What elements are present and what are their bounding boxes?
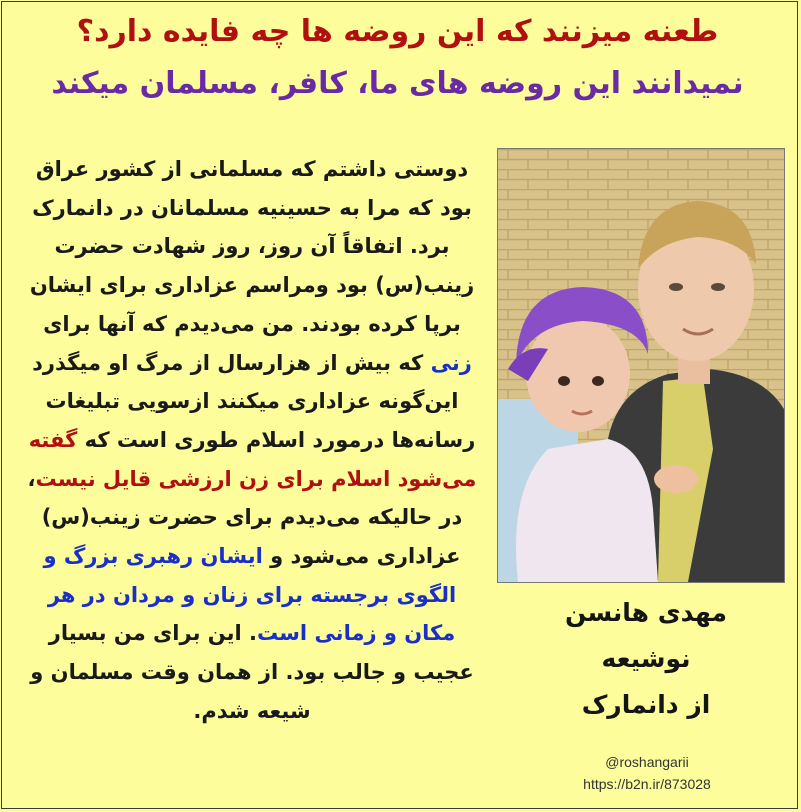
story-part-4: . این برای من بسیار عجیب و جالب بود. از همان وقت مسلمان و شیعه شدم. (30, 621, 474, 723)
headline-line-1: طعنه میزنند که این روضه ها چه فایده دارد؟ (76, 14, 719, 49)
short-link[interactable]: https://b2n.ir/873028 (583, 776, 711, 792)
highlight-blue-phrase: ایشان رهبری بزرگ و الگوی برجسته برای زنان و مردان در هر مکان و زمانی است (43, 544, 457, 646)
highlight-woman: زنی (430, 350, 472, 375)
person-caption (556, 590, 736, 728)
highlight-red-phrase: گفته می‌شود اسلام برای زن ارزشی قایل نیست (28, 427, 477, 491)
story-part-1: دوستی داشتم که مسلمانی از کشور عراق بود که مرا به حسینیه مسلمانان در دانمارک برد. اتفاقاً آن روز، روز شهادت حضرت زینب(س) بود ومراسم عزاداری برای ایشان برپا کرده بودند. من می‌دیدم که آنها برای (29, 157, 475, 336)
person-name: مهدی هانسن (564, 598, 728, 627)
story-part-2: که بیش از هزارسال از مرگ او میگذرد این‌گونه عزاداری میکنند ازسویی تبلیغات رسانه‌ها درمورد اسلام طوری است که (32, 350, 476, 452)
person-role: نوشیعه (601, 644, 691, 673)
story-text (22, 150, 482, 731)
photo-illustration (498, 149, 784, 582)
social-handle: @roshangarii (605, 754, 689, 770)
footer (557, 751, 737, 795)
headline-line-2: نمیدانند این روضه های ما، کافر، مسلمان میکند (51, 66, 744, 101)
person-origin: از دانمارک (581, 690, 711, 719)
story-part-3: ، در حالیکه می‌دیدم برای حضرت زینب(س) عزاداری می‌شود و (27, 466, 463, 569)
photo-man-with-child (497, 148, 785, 583)
